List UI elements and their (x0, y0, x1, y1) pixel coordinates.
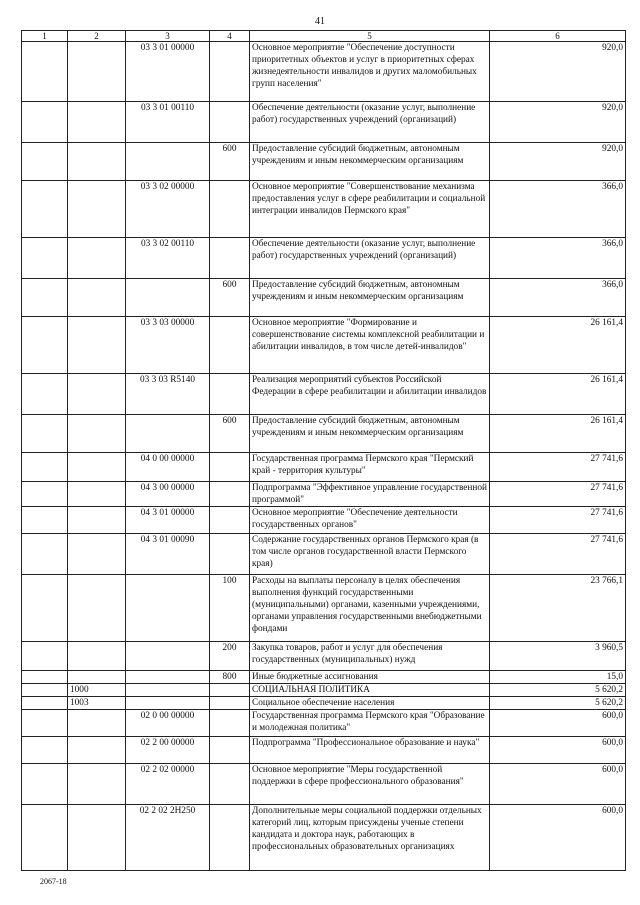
table-row (22, 642, 626, 671)
cell-section-code (68, 374, 126, 415)
cell-expense-type: 600 (210, 143, 250, 181)
cell-target-code (126, 279, 210, 317)
cell-col-1 (22, 453, 68, 482)
cell-section-code (68, 317, 126, 374)
table-row (22, 42, 626, 102)
cell-col-1 (22, 181, 68, 238)
cell-amount: 23 766,1 (490, 575, 626, 642)
cell-expense-type (210, 507, 250, 534)
cell-description: Дополнительные меры социальной поддержки отдельных категорий лиц, которым присуждены ученые степени кандидата и доктора наук, работающих в профессиональных образовательных организациях (250, 805, 490, 871)
cell-section-code (68, 143, 126, 181)
cell-target-code (126, 671, 210, 684)
cell-section-code (68, 507, 126, 534)
table-row (22, 710, 626, 737)
cell-amount: 26 161,4 (490, 415, 626, 453)
cell-amount: 366,0 (490, 238, 626, 279)
cell-description: Иные бюджетные ассигнования (250, 671, 490, 684)
cell-col-1 (22, 374, 68, 415)
cell-amount: 920,0 (490, 42, 626, 102)
cell-expense-type (210, 42, 250, 102)
cell-col-1 (22, 482, 68, 507)
header-col-4: 4 (210, 31, 250, 42)
cell-section-code: 1003 (68, 697, 126, 710)
cell-description: СОЦИАЛЬНАЯ ПОЛИТИКА (250, 684, 490, 697)
table-row (22, 317, 626, 374)
cell-expense-type: 100 (210, 575, 250, 642)
table-row (22, 764, 626, 805)
cell-col-1 (22, 710, 68, 737)
cell-expense-type: 200 (210, 642, 250, 671)
cell-col-1 (22, 575, 68, 642)
cell-target-code: 03 3 03 00000 (126, 317, 210, 374)
cell-target-code: 03 3 02 00000 (126, 181, 210, 238)
cell-col-1 (22, 642, 68, 671)
cell-amount: 920,0 (490, 143, 626, 181)
cell-col-1 (22, 143, 68, 181)
cell-description: Подпрограмма "Эффективное управление государственной программой" (250, 482, 490, 507)
cell-amount: 27 741,6 (490, 482, 626, 507)
page-number: 41 (315, 16, 325, 27)
table-row (22, 575, 626, 642)
cell-col-1 (22, 238, 68, 279)
cell-description: Предоставление субсидий бюджетным, автономным учреждениям и иным некоммерческим организациям (250, 415, 490, 453)
header-col-1: 1 (22, 31, 68, 42)
table-row (22, 805, 626, 871)
cell-description: Основное мероприятие "Формирование и совершенствование системы комплексной реабилитации и абилитации инвалидов, в том числе детей-инвалидов" (250, 317, 490, 374)
table-row (22, 507, 626, 534)
cell-col-1 (22, 697, 68, 710)
cell-amount: 366,0 (490, 279, 626, 317)
table-row (22, 737, 626, 764)
cell-expense-type: 800 (210, 671, 250, 684)
table-row (22, 279, 626, 317)
cell-description: Основное мероприятие "Меры государственной поддержки в сфере профессионального образования" (250, 764, 490, 805)
cell-col-1 (22, 317, 68, 374)
cell-amount: 5 620,2 (490, 697, 626, 710)
cell-description: Основное мероприятие "Обеспечение доступности приоритетных объектов и услуг в приоритетных сферах жизнедеятельности инвалидов и других маломобильных групп населения" (250, 42, 490, 102)
cell-section-code (68, 710, 126, 737)
table-row (22, 697, 626, 710)
cell-section-code (68, 642, 126, 671)
cell-amount: 27 741,6 (490, 453, 626, 482)
cell-col-1 (22, 42, 68, 102)
table-row (22, 671, 626, 684)
cell-target-code: 02 2 02 2Н250 (126, 805, 210, 871)
cell-section-code (68, 671, 126, 684)
cell-amount: 5 620,2 (490, 684, 626, 697)
cell-amount: 15,0 (490, 671, 626, 684)
cell-col-1 (22, 684, 68, 697)
header-col-2: 2 (68, 31, 126, 42)
cell-expense-type (210, 181, 250, 238)
footer-code: 2067-18 (40, 877, 67, 886)
cell-description: Основное мероприятие "Обеспечение деятельности государственных органов" (250, 507, 490, 534)
header-col-6: 6 (490, 31, 626, 42)
cell-description: Реализация мероприятий субъектов Российской Федерации в сфере реабилитации и абилитации инвалидов (250, 374, 490, 415)
cell-expense-type (210, 737, 250, 764)
cell-col-1 (22, 764, 68, 805)
cell-section-code (68, 102, 126, 143)
cell-expense-type: 600 (210, 279, 250, 317)
cell-description: Государственная программа Пермского края "Образование и молодежная политика" (250, 710, 490, 737)
cell-description: Подпрограмма "Профессиональное образование и наука" (250, 737, 490, 764)
cell-expense-type (210, 317, 250, 374)
table-row (22, 143, 626, 181)
cell-section-code (68, 737, 126, 764)
cell-target-code: 03 3 02 00110 (126, 238, 210, 279)
cell-col-1 (22, 102, 68, 143)
cell-description: Закупка товаров, работ и услуг для обеспечения государственных (муниципальных) нужд (250, 642, 490, 671)
cell-col-1 (22, 737, 68, 764)
cell-target-code (126, 642, 210, 671)
cell-section-code (68, 238, 126, 279)
cell-expense-type (210, 482, 250, 507)
cell-amount: 366,0 (490, 181, 626, 238)
cell-amount: 600,0 (490, 764, 626, 805)
cell-amount: 27 741,6 (490, 534, 626, 575)
cell-description: Предоставление субсидий бюджетным, автономным учреждениям и иным некоммерческим организациям (250, 279, 490, 317)
cell-description: Обеспечение деятельности (оказание услуг, выполнение работ) государственных учреждений (организаций) (250, 102, 490, 143)
cell-target-code: 04 3 01 00000 (126, 507, 210, 534)
table-row (22, 238, 626, 279)
cell-expense-type (210, 697, 250, 710)
table-row (22, 374, 626, 415)
cell-amount: 600,0 (490, 710, 626, 737)
cell-col-1 (22, 279, 68, 317)
cell-amount: 26 161,4 (490, 374, 626, 415)
table-row (22, 415, 626, 453)
cell-amount: 600,0 (490, 737, 626, 764)
cell-section-code (68, 534, 126, 575)
cell-expense-type (210, 453, 250, 482)
cell-section-code (68, 575, 126, 642)
cell-description: Государственная программа Пермского края "Пермский край - территория культуры" (250, 453, 490, 482)
cell-target-code: 03 3 01 00000 (126, 42, 210, 102)
cell-description: Основное мероприятие "Совершенствование механизма предоставления услуг в сфере реабилитации и социальной интеграции инвалидов Пермского края" (250, 181, 490, 238)
cell-section-code (68, 42, 126, 102)
cell-col-1 (22, 415, 68, 453)
cell-section-code (68, 805, 126, 871)
cell-amount: 920,0 (490, 102, 626, 143)
header-col-3: 3 (126, 31, 210, 42)
cell-target-code (126, 697, 210, 710)
cell-section-code (68, 482, 126, 507)
header-row (22, 31, 626, 42)
cell-description: Расходы на выплаты персоналу в целях обеспечения выполнения функций государственными (муниципальными) органами, казенными учреждениями, органами управления государственными внебюджетными фондами (250, 575, 490, 642)
cell-target-code: 04 3 01 00090 (126, 534, 210, 575)
table-row (22, 534, 626, 575)
cell-target-code (126, 143, 210, 181)
cell-description: Содержание государственных органов Пермского края (в том числе органов государственной власти Пермского края) (250, 534, 490, 575)
header-col-5: 5 (250, 31, 490, 42)
cell-target-code: 03 3 01 00110 (126, 102, 210, 143)
cell-target-code: 04 3 00 00000 (126, 482, 210, 507)
cell-target-code: 02 2 00 00000 (126, 737, 210, 764)
table-row (22, 482, 626, 507)
cell-expense-type (210, 534, 250, 575)
budget-table (21, 30, 626, 871)
cell-amount: 27 741,6 (490, 507, 626, 534)
cell-section-code (68, 279, 126, 317)
cell-col-1 (22, 671, 68, 684)
cell-expense-type (210, 764, 250, 805)
cell-expense-type (210, 805, 250, 871)
cell-target-code: 04 0 00 00000 (126, 453, 210, 482)
cell-col-1 (22, 805, 68, 871)
cell-description: Социальное обеспечение населения (250, 697, 490, 710)
cell-col-1 (22, 534, 68, 575)
table-row (22, 453, 626, 482)
table-row (22, 102, 626, 143)
cell-section-code (68, 415, 126, 453)
cell-expense-type (210, 684, 250, 697)
cell-expense-type (210, 710, 250, 737)
cell-section-code: 1000 (68, 684, 126, 697)
cell-expense-type (210, 238, 250, 279)
cell-description: Обеспечение деятельности (оказание услуг, выполнение работ) государственных учреждений (организаций) (250, 238, 490, 279)
cell-target-code (126, 684, 210, 697)
cell-amount: 26 161,4 (490, 317, 626, 374)
cell-target-code: 02 0 00 00000 (126, 710, 210, 737)
cell-target-code: 03 3 03 R5140 (126, 374, 210, 415)
cell-expense-type: 600 (210, 415, 250, 453)
table-row (22, 684, 626, 697)
cell-expense-type (210, 102, 250, 143)
cell-section-code (68, 764, 126, 805)
cell-amount: 3 960,5 (490, 642, 626, 671)
cell-amount: 600,0 (490, 805, 626, 871)
cell-expense-type (210, 374, 250, 415)
cell-description: Предоставление субсидий бюджетным, автономным учреждениям и иным некоммерческим организациям (250, 143, 490, 181)
cell-section-code (68, 453, 126, 482)
cell-target-code (126, 415, 210, 453)
table-row (22, 181, 626, 238)
cell-target-code (126, 575, 210, 642)
cell-col-1 (22, 507, 68, 534)
cell-target-code: 02 2 02 00000 (126, 764, 210, 805)
cell-section-code (68, 181, 126, 238)
